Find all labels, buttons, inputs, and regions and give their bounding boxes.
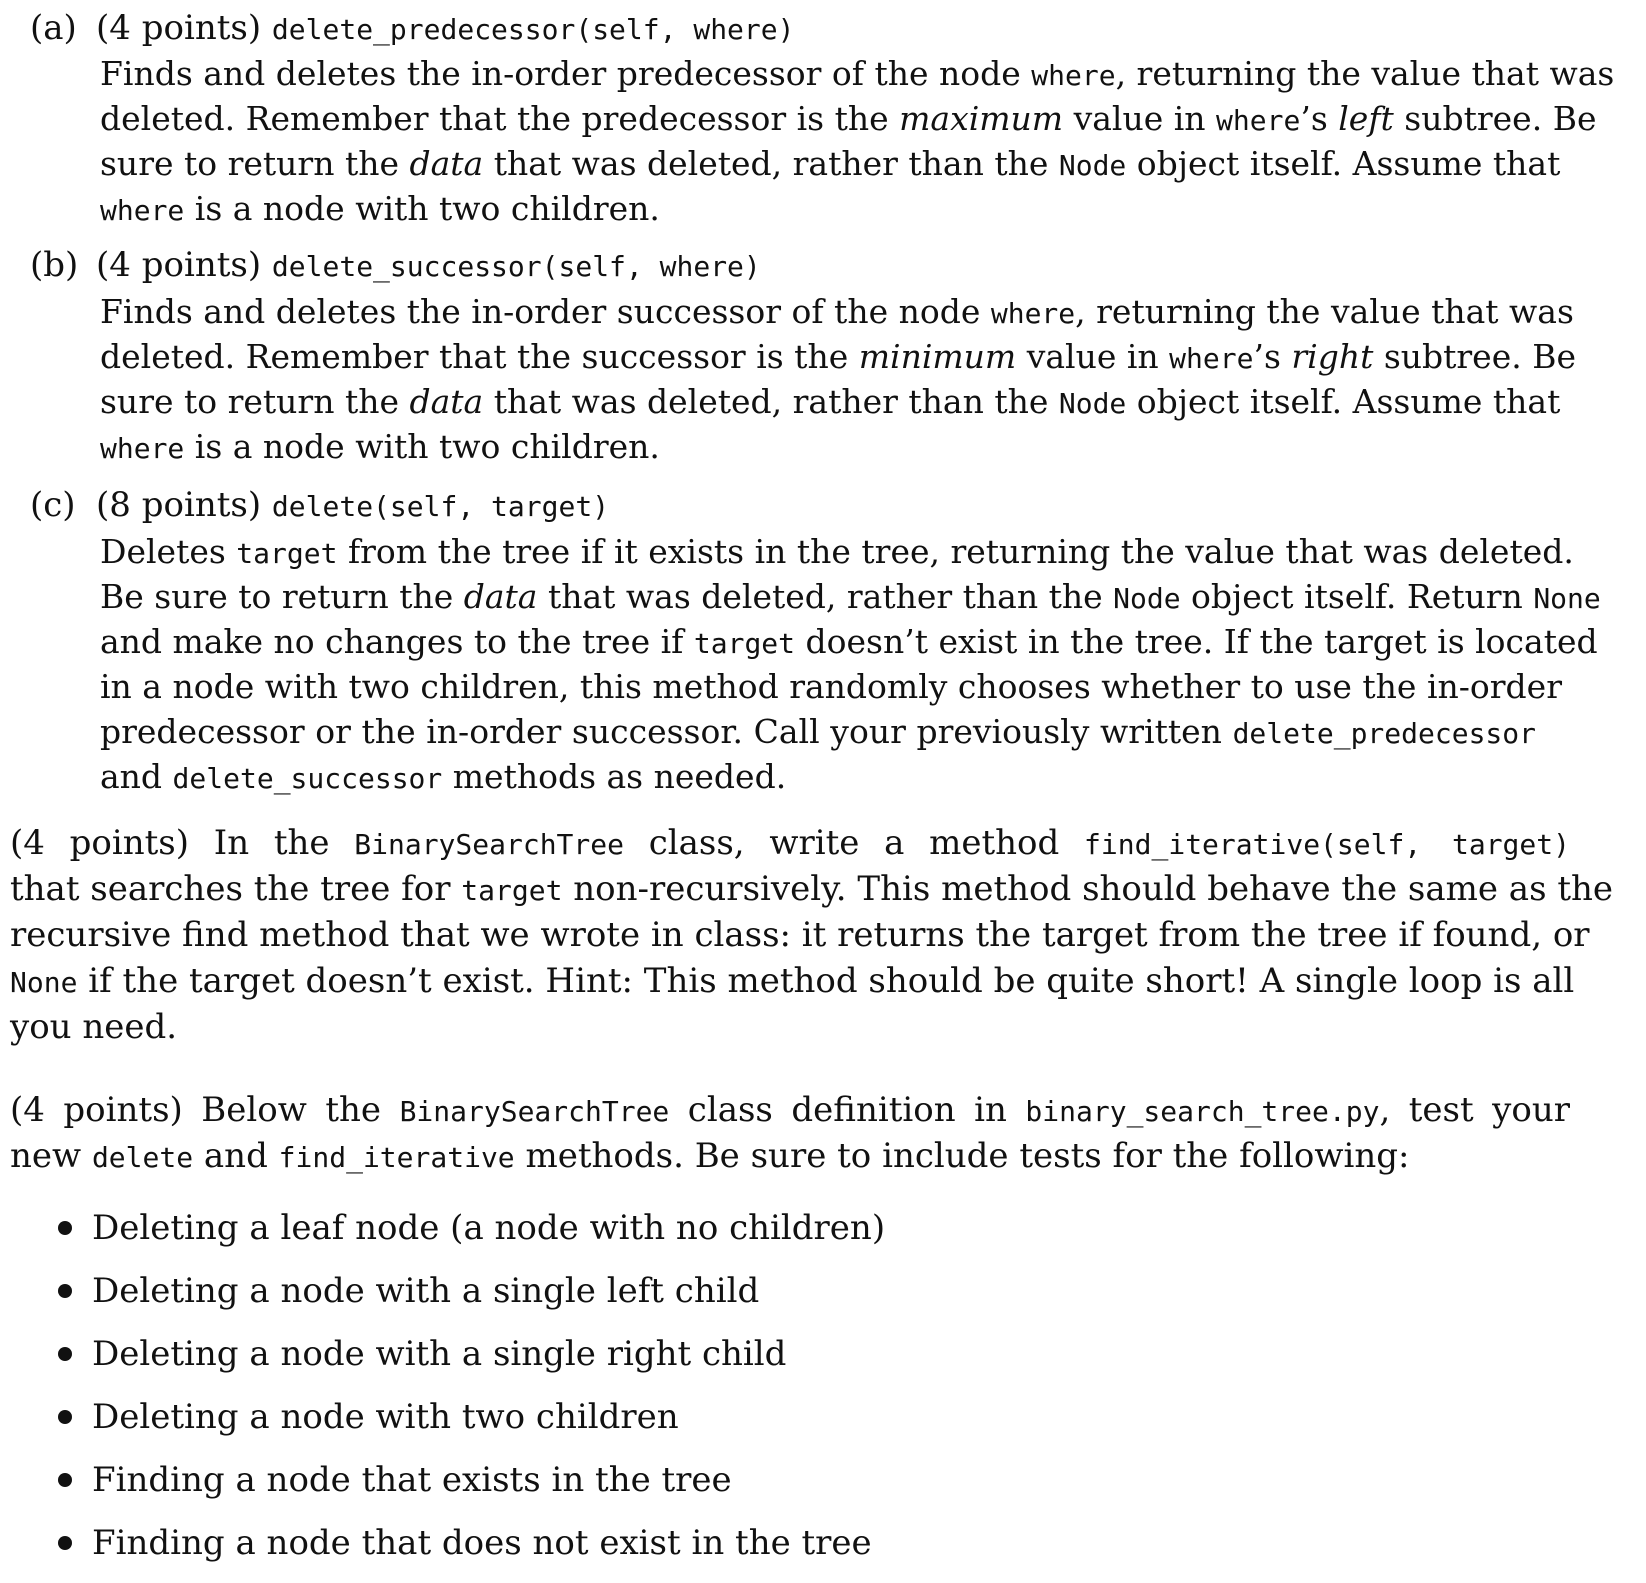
list-item <box>0 1331 1646 1394</box>
text-run: (4 points) Below the <box>10 1090 400 1130</box>
subitem-c-signature: delete(self, target) <box>271 490 610 523</box>
subitem-c-label: (c) <box>30 485 76 525</box>
list-item-text: Deleting a node with a single left child <box>92 1271 760 1311</box>
text-run: doesn’t exist in the tree. If the target is located <box>795 622 1598 661</box>
code-run: where <box>1031 59 1116 92</box>
text-run: is a node with two children. <box>184 427 660 466</box>
subitem-c-header <box>30 483 1590 529</box>
emphasis-run: data <box>409 144 484 183</box>
emphasis-run: maximum <box>899 99 1064 138</box>
list-item <box>0 1268 1646 1331</box>
text-run: in a node with two children, this method randomly chooses whether to use the in-order <box>100 667 1562 706</box>
text-run: from the tree if it exists in the tree, returning the value that was deleted. <box>337 532 1574 571</box>
list-item-text: Finding a node that does not exist in the tree <box>92 1523 872 1563</box>
code-run: BinarySearchTree <box>399 1095 670 1128</box>
text-run: deleted. Remember that the predecessor is the <box>100 99 900 138</box>
text-run: that was deleted, rather than the <box>537 577 1114 616</box>
text-run: non-recursively. This method should behave the same as the <box>562 869 1614 909</box>
subitem-b-header <box>30 243 1590 289</box>
emphasis-run: left <box>1338 99 1394 138</box>
text-run: that was deleted, rather than the <box>483 144 1059 183</box>
subitem-a-body <box>100 51 1615 231</box>
text-run: value in <box>1016 337 1170 376</box>
text-run: methods. Be sure to include tests for the following: <box>514 1136 1410 1176</box>
code-run: where <box>100 432 185 465</box>
code-run: target <box>461 874 563 907</box>
text-run: methods as needed. <box>442 757 787 796</box>
emphasis-run: minimum <box>858 337 1017 376</box>
text-run: (4 points) In the <box>10 823 355 863</box>
text-run: Finds and deletes the in-order predecessor of the node <box>100 54 1032 93</box>
emphasis-run: data <box>409 382 484 421</box>
text-run: object itself. Assume that <box>1126 382 1561 421</box>
bullet-icon <box>58 1221 72 1235</box>
text-run: subtree. Be <box>1373 337 1577 376</box>
bullet-icon <box>58 1473 72 1487</box>
text-run: , test your <box>1379 1090 1570 1130</box>
text-run: and <box>100 757 173 796</box>
text-run: that was deleted, rather than the <box>483 382 1059 421</box>
subitem-c-points: (8 points) <box>96 485 262 525</box>
bullet-icon <box>58 1410 72 1424</box>
subitem-a-signature: delete_predecessor(self, where) <box>271 13 795 46</box>
code-run: where <box>100 194 185 227</box>
subitem-b-label: (b) <box>30 245 79 285</box>
code-run: target <box>236 537 338 570</box>
text-run: Finds and deletes the in-order successor of the node <box>100 292 991 331</box>
text-run: class, write a method <box>623 823 1085 863</box>
code-run: Node <box>1113 582 1181 615</box>
text-run: that searches the tree for <box>10 869 462 909</box>
subitem-a-header <box>30 6 1590 52</box>
test-cases-list <box>0 1205 1646 1583</box>
text-run: sure to return the <box>100 144 410 183</box>
text-run: predecessor or the in-order successor. Call your previously written <box>100 712 1233 751</box>
list-item-text: Finding a node that exists in the tree <box>92 1460 732 1500</box>
text-run: and <box>193 1136 279 1176</box>
code-run: BinarySearchTree <box>354 828 624 861</box>
code-run: find_iterative(self, target) <box>1084 828 1570 861</box>
text-run: Deletes <box>100 532 237 571</box>
text-run: sure to return the <box>100 382 410 421</box>
subitem-b-signature: delete_successor(self, where) <box>271 250 761 283</box>
code-run: Node <box>1058 387 1127 420</box>
text-run: object itself. Return <box>1180 577 1534 616</box>
list-item <box>0 1457 1646 1520</box>
bullet-icon <box>58 1284 72 1298</box>
text-run: is a node with two children. <box>184 189 660 228</box>
subitem-a-points: (4 points) <box>96 8 262 48</box>
subitem-b-body <box>100 289 1577 469</box>
emphasis-run: data <box>463 577 538 616</box>
code-run: delete <box>91 1141 194 1174</box>
bullet-icon <box>58 1347 72 1361</box>
code-run: target <box>693 627 796 660</box>
text-run: new <box>10 1136 92 1176</box>
list-item <box>0 1520 1646 1583</box>
text-run: object itself. Assume that <box>1126 144 1561 183</box>
list-item <box>0 1205 1646 1268</box>
bullet-icon <box>58 1536 72 1550</box>
text-run: recursive find method that we wrote in class: it returns the target from the tree if found, or <box>10 915 1590 955</box>
code-run: delete_predecessor <box>1232 717 1536 750</box>
subitem-a-label: (a) <box>30 8 77 48</box>
list-item <box>0 1394 1646 1457</box>
text-run: , returning the value that was <box>1075 292 1574 331</box>
code-run: find_iterative <box>278 1141 515 1174</box>
code-run: None <box>10 966 78 999</box>
list-item-text: Deleting a node with two children <box>92 1397 679 1437</box>
list-item-text: Deleting a leaf node (a node with no children) <box>92 1208 886 1248</box>
text-run: ’s <box>1253 337 1292 376</box>
text-run: if the target doesn’t exist. Hint: This method should be quite short! A single loop is all <box>77 961 1575 1001</box>
subitem-c-body <box>100 529 1601 799</box>
list-item-text: Deleting a node with a single right child <box>92 1334 787 1374</box>
text-run: subtree. Be <box>1393 99 1597 138</box>
text-run: and make no changes to the tree if <box>100 622 694 661</box>
code-run: binary_search_tree.py <box>1025 1095 1380 1128</box>
text-run: deleted. Remember that the successor is the <box>100 337 859 376</box>
code-run: Node <box>1058 149 1127 182</box>
subitem-b-points: (4 points) <box>96 245 262 285</box>
find-iterative-paragraph <box>10 820 1614 1050</box>
text-run: you need. <box>10 1007 178 1047</box>
code-run: None <box>1533 582 1601 615</box>
code-run: where <box>1169 342 1254 375</box>
emphasis-run: right <box>1291 337 1374 376</box>
text-run: value in <box>1063 99 1217 138</box>
text-run: ’s <box>1300 99 1339 138</box>
code-run: where <box>1216 104 1301 137</box>
code-run: where <box>990 297 1076 330</box>
code-run: delete_successor <box>172 762 443 795</box>
text-run: class definition in <box>669 1090 1026 1130</box>
text-run: , returning the value that was <box>1115 54 1615 93</box>
text-run: Be sure to return the <box>100 577 464 616</box>
tests-paragraph <box>10 1087 1570 1179</box>
